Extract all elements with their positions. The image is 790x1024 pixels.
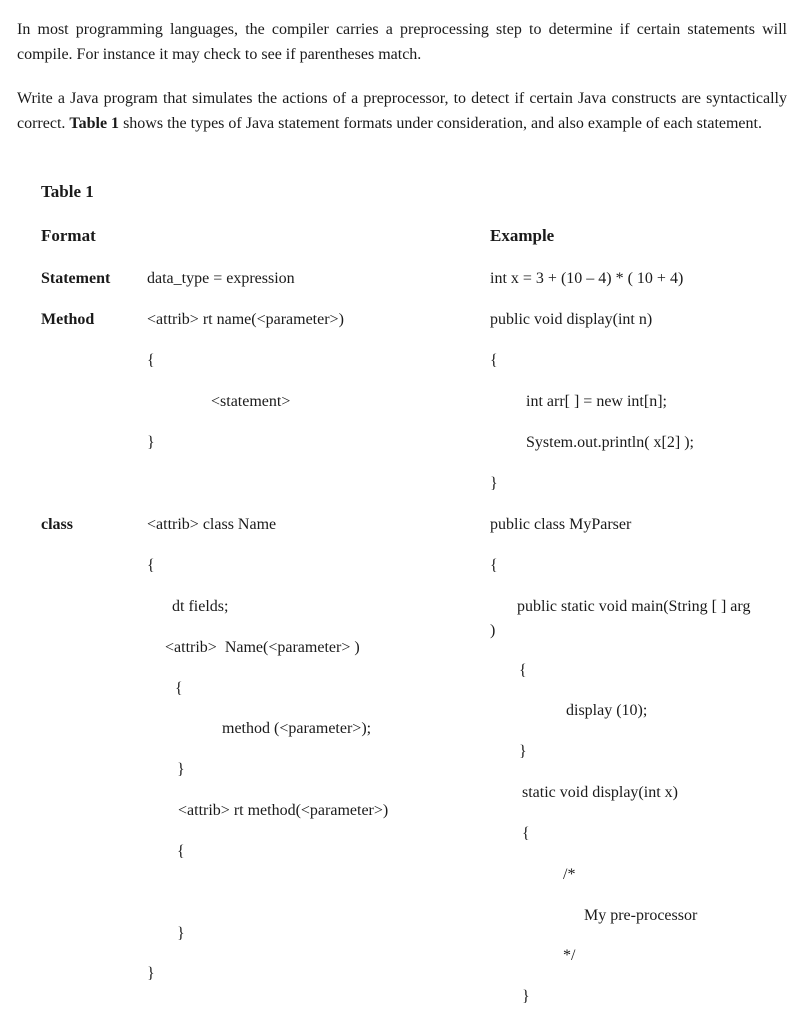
class-example-line: { (490, 557, 498, 574)
class-format-line: <attrib> Name(<parameter> ) (165, 639, 360, 656)
class-example-line: { (522, 825, 530, 842)
class-format-line: { (177, 843, 185, 860)
statement-example: int x = 3 + (10 – 4) * ( 10 + 4) (490, 270, 684, 287)
statement-format: data_type = expression (147, 270, 295, 287)
class-format-line: } (177, 925, 185, 942)
class-format-line: <attrib> rt method(<parameter>) (178, 802, 389, 819)
column-header-format: Format (41, 226, 96, 245)
intro-paragraph-2-text-b: shows the types of Java statement formats under consideration, and also example of each statement. (119, 115, 762, 132)
table-title: Table 1 (41, 182, 94, 201)
intro-paragraph-1: In most programming languages, the compiler carries a preprocessing step to determine if certain statements will compile. For instance it may check to see if parentheses match. (17, 21, 787, 63)
intro-paragraph-2-text-a: Write a Java program that simulates the actions of a preprocessor, to detect if certain Java constructs are syntactically correct. (17, 90, 787, 132)
row-label-method: Method (41, 311, 95, 328)
method-format-line: <statement> (211, 393, 291, 410)
class-example-line: /* (563, 866, 576, 883)
class-format-line: method (<parameter>); (222, 720, 372, 737)
class-format-line: { (175, 680, 183, 697)
class-example-line: } (519, 743, 527, 760)
class-example-line: public static void main(String [ ] arg (517, 598, 751, 615)
intro-paragraph-2 (17, 86, 787, 136)
class-example-line: My pre-processor (584, 907, 698, 924)
method-example-line: public void display(int n) (490, 311, 653, 328)
class-example-line: { (519, 662, 527, 679)
class-format-line: } (147, 965, 155, 982)
class-example-line: ) (490, 622, 496, 639)
class-example-line: */ (563, 947, 576, 964)
column-header-example: Example (490, 226, 555, 245)
class-example-line: display (10); (566, 702, 648, 719)
method-example-line: { (490, 352, 498, 369)
class-example-line: static void display(int x) (522, 784, 678, 801)
class-format-line: { (147, 557, 155, 574)
method-example-line: } (490, 475, 498, 492)
class-format-line: } (177, 761, 185, 778)
method-example-line: System.out.println( x[2] ); (526, 434, 694, 451)
method-format-line: { (147, 352, 155, 369)
class-format-line: dt fields; (172, 598, 229, 615)
class-format-line: <attrib> class Name (147, 516, 277, 533)
method-format-line: } (147, 434, 155, 451)
row-label-class: class (41, 516, 73, 533)
method-example-line: int arr[ ] = new int[n]; (526, 393, 667, 410)
class-example-line: } (522, 988, 530, 1005)
table-reference: Table 1 (69, 115, 120, 132)
class-example-line: public class MyParser (490, 516, 632, 533)
method-format-line: <attrib> rt name(<parameter>) (147, 311, 344, 328)
row-label-statement: Statement (41, 270, 111, 287)
